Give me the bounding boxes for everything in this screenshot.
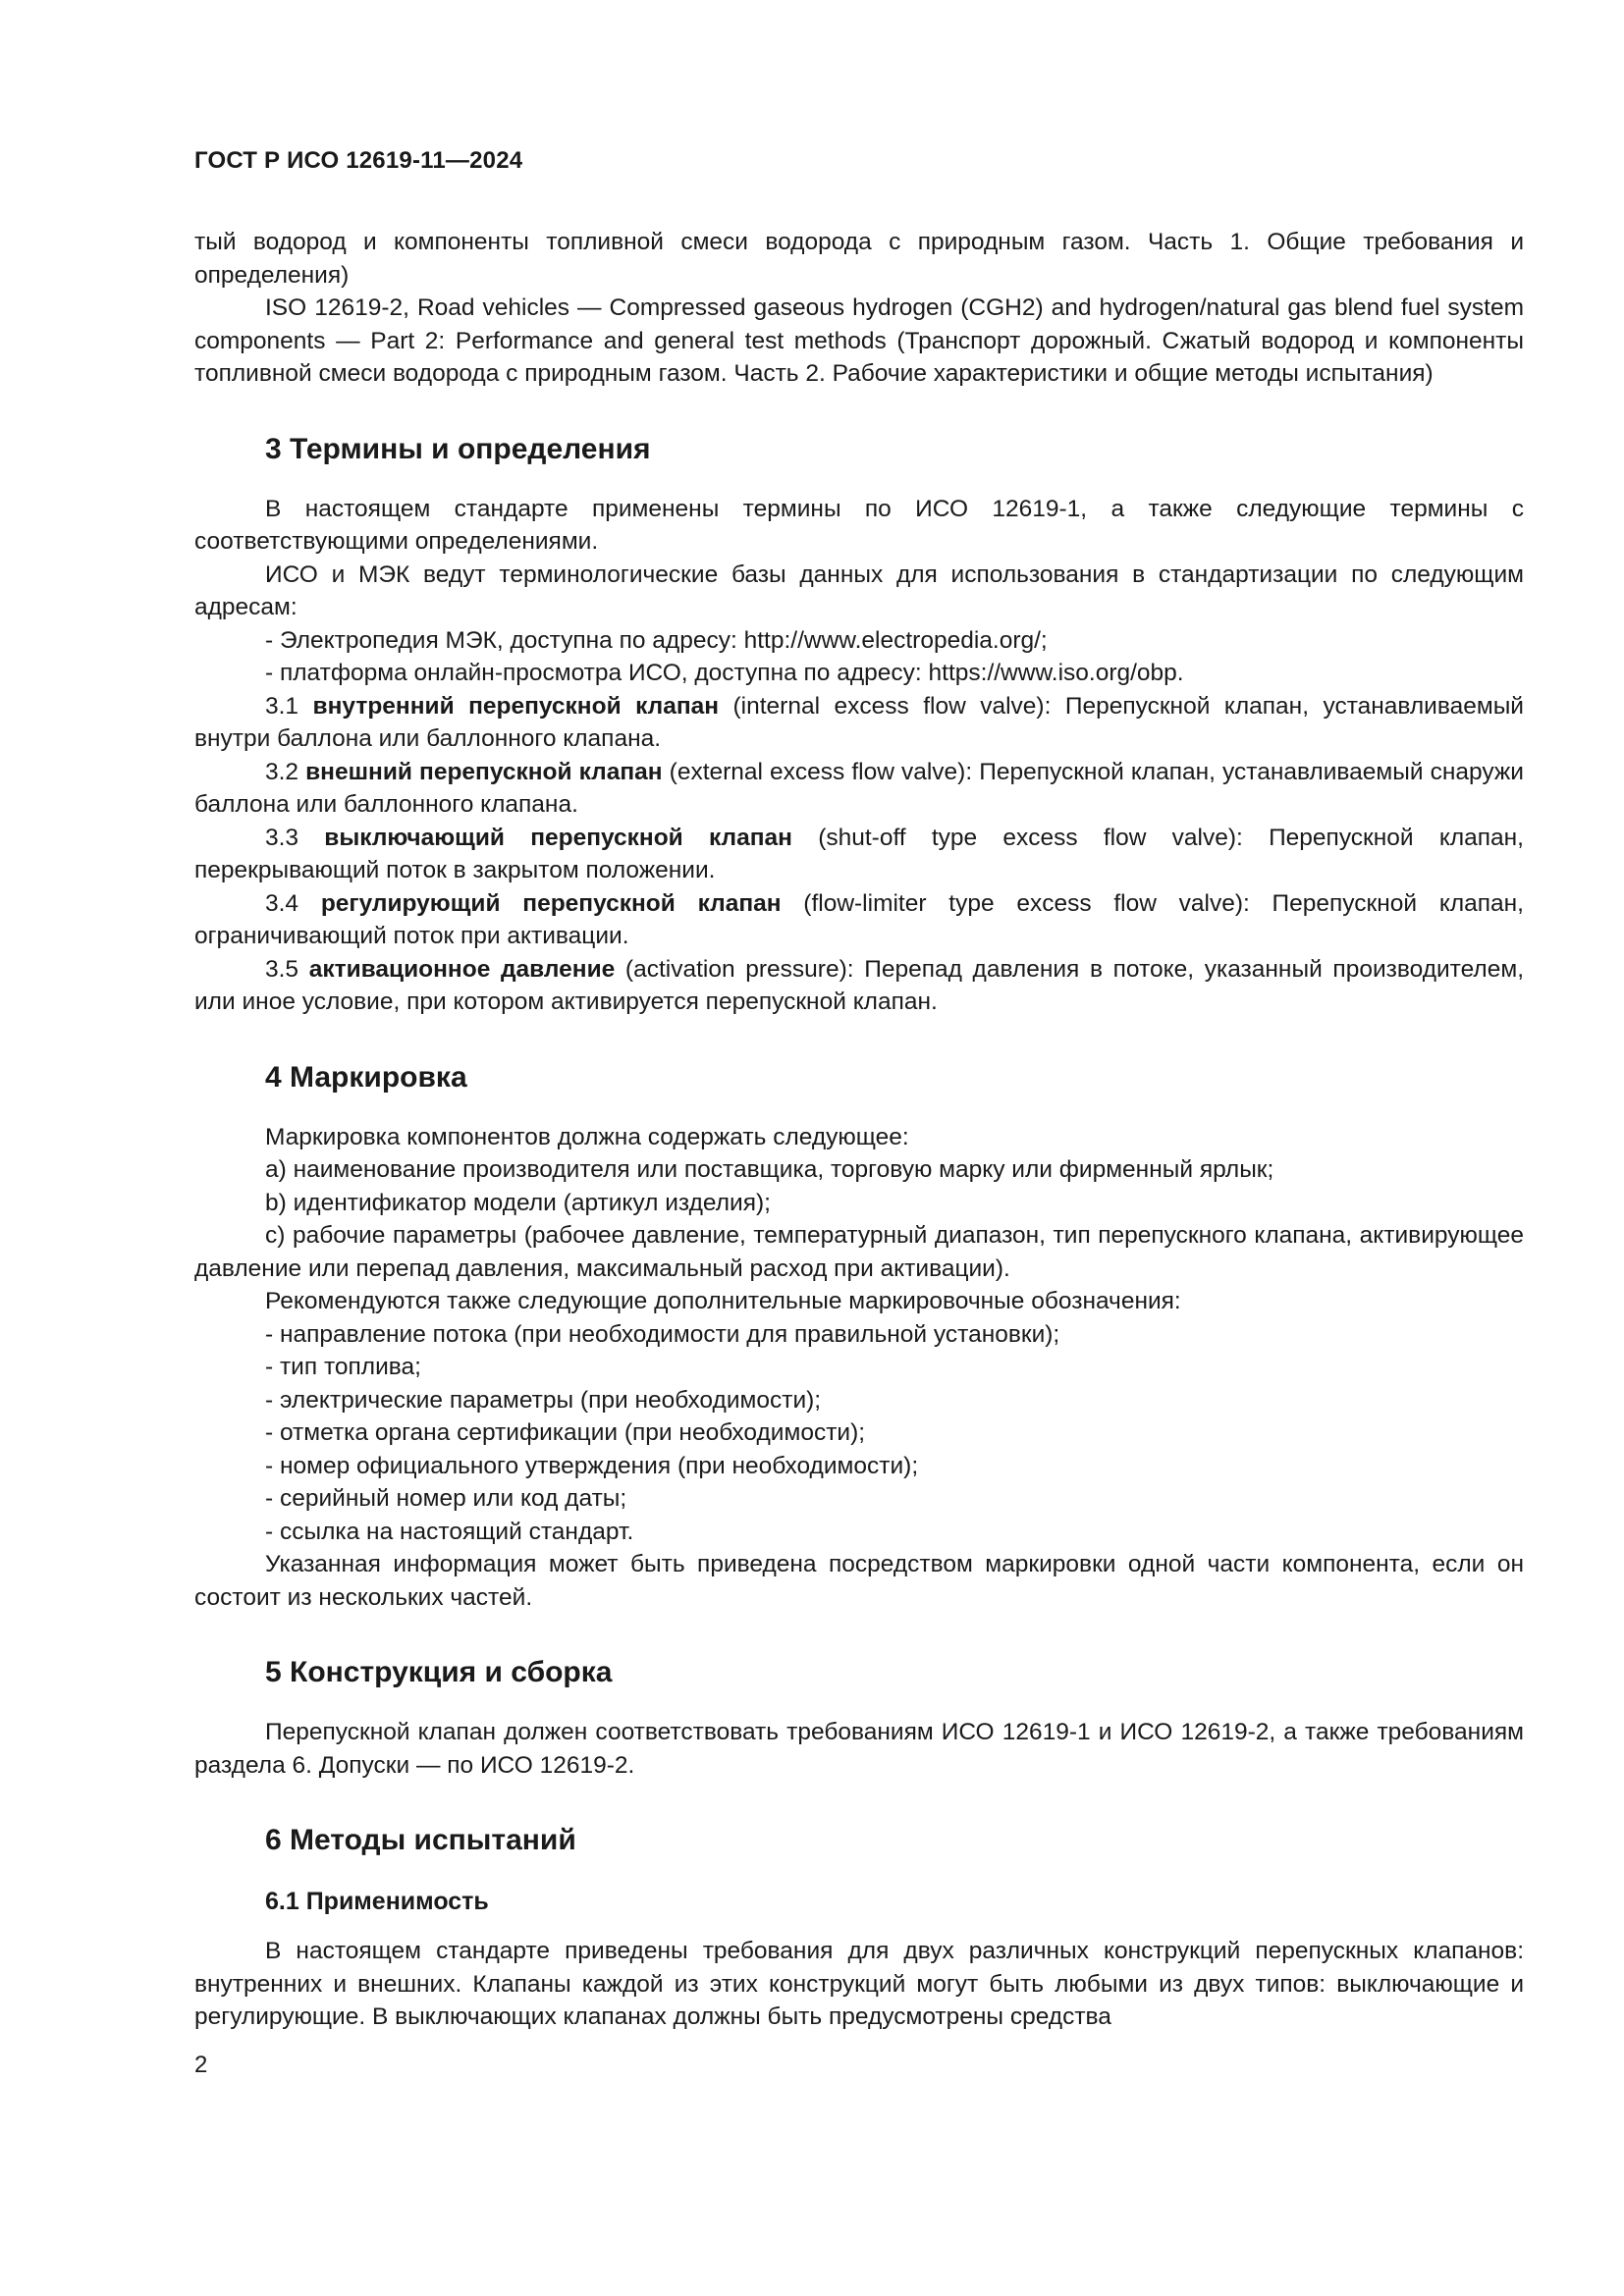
term-number: 3.1 (265, 692, 313, 720)
term-number: 3.5 (265, 955, 309, 983)
term-definition: (flow-limiter type excess flow valve): Перепускной клапан, ограничивающий поток при активации. (194, 889, 1524, 949)
s6-paragraph-1: В настоящем стандарте приведены требования для двух различных конструкций перепускных клапанов: внутренних и внешних. Клапаны каждой из этих конструкций могут быть любыми из двух типов: выключающие и регулирующие. В выключающих клапанах должны быть предусмотрены средства (194, 1938, 1524, 2030)
term-number: 3.4 (265, 889, 321, 917)
s4-dash-item-5: - номер официального утверждения (при необходимости); (265, 1452, 919, 1479)
term-name: регулирующий перепускной клапан (320, 889, 782, 917)
term-3-5 (194, 953, 1524, 1019)
s3-paragraph-1: В настоящем стандарте применены термины по ИСО 12619-1, а также следующие термины с соответствующими определениями. (194, 495, 1524, 555)
term-number: 3.2 (265, 758, 306, 785)
section-3-title: 3 Термины и определения (265, 432, 651, 465)
s4-paragraph-2: Рекомендуются также следующие дополнительные маркировочные обозначения: (265, 1288, 1181, 1314)
s4-item-a: a) наименование производителя или поставщика, торговую марку или фирменный ярлык; (265, 1156, 1274, 1183)
s4-item-c: c) рабочие параметры (рабочее давление, температурный диапазон, тип перепускного клапана, активирующее давление или перепад давления, максимальный расход при активации). (194, 1222, 1524, 1282)
subsection-6-1-title: 6.1 Применимость (265, 1888, 489, 1915)
term-name: внутренний перепускной клапан (312, 692, 720, 720)
term-3-4 (194, 887, 1524, 953)
s4-dash-item-3: - электрические параметры (при необходимости); (265, 1386, 822, 1414)
section-5-title: 5 Конструкция и сборка (265, 1656, 613, 1688)
s3-list-item-1: - Электропедия МЭК, доступна по адресу: http://www.electropedia.org/; (265, 626, 1048, 654)
ref-paragraph-1: тый водород и компоненты топливной смеси водорода с природным газом. Часть 1. Общие требования и определения) (194, 229, 1524, 289)
s4-paragraph-3: Указанная информация может быть приведена посредством маркировки одной части компонента, если он состоит из нескольких частей. (194, 1551, 1524, 1611)
s4-dash-item-2: - тип топлива; (265, 1354, 421, 1380)
term-name: внешний перепускной клапан (305, 758, 663, 785)
document-page (194, 147, 1524, 2034)
term-name: выключающий перепускной клапан (324, 824, 792, 851)
term-name: активационное давление (308, 955, 616, 983)
s3-list-item-2: - платформа онлайн-просмотра ИСО, доступна по адресу: https://www.iso.org/obp. (265, 660, 1184, 686)
section-4-title: 4 Маркировка (265, 1060, 467, 1094)
ref-paragraph-2: ISO 12619-2, Road vehicles — Compressed gaseous hydrogen (CGH2) and hydrogen/natural gas blend fuel system components — Part 2: Performance and general test methods (Транспорт дорожный. Сжатый водород и компоненты топливной смеси водорода с природным газом. Часть 2. Рабочие характеристики и общие методы испытания) (194, 294, 1524, 387)
s5-paragraph-1: Перепускной клапан должен соответствовать требованиям ИСО 12619-1 и ИСО 12619-2, а также требованиям раздела 6. Допуски — по ИСО 12619-2. (194, 1719, 1524, 1779)
s3-paragraph-2: ИСО и МЭК ведут терминологические базы данных для использования в стандартизации по следующим адресам: (194, 561, 1524, 620)
s4-item-b: b) идентификатор модели (артикул изделия); (265, 1189, 771, 1216)
document-header: ГОСТ Р ИСО 12619-11—2024 (194, 147, 523, 174)
s4-dash-item-1: - направление потока (при необходимости для правильной установки); (265, 1320, 1060, 1348)
s4-dash-item-7: - ссылка на настоящий стандарт. (265, 1518, 634, 1545)
s4-dash-item-4: - отметка органа сертификации (при необходимости); (265, 1419, 866, 1446)
term-definition: (activation pressure): Перепад давления в потоке, указанный производителем, или иное условие, при котором активируется перепускной клапан. (194, 955, 1525, 1015)
s4-dash-item-6: - серийный номер или код даты; (265, 1485, 627, 1512)
term-3-3 (194, 822, 1524, 887)
page-number: 2 (194, 2052, 208, 2078)
term-definition: (shut-off type excess flow valve): Перепускной клапан, перекрывающий поток в закрытом положении. (194, 824, 1524, 883)
term-definition: (internal excess flow valve): Перепускной клапан, устанавливаемый внутри баллона или баллонного клапана. (194, 692, 1524, 752)
term-3-2 (194, 756, 1524, 822)
term-definition: (external excess flow valve): Перепускной клапан, устанавливаемый снаружи баллона или баллонного клапана. (194, 758, 1524, 818)
term-3-1 (194, 690, 1524, 756)
section-6-title: 6 Методы испытаний (265, 1824, 576, 1856)
term-number: 3.3 (265, 824, 325, 851)
s4-paragraph-1: Маркировка компонентов должна содержать следующее: (265, 1123, 909, 1150)
